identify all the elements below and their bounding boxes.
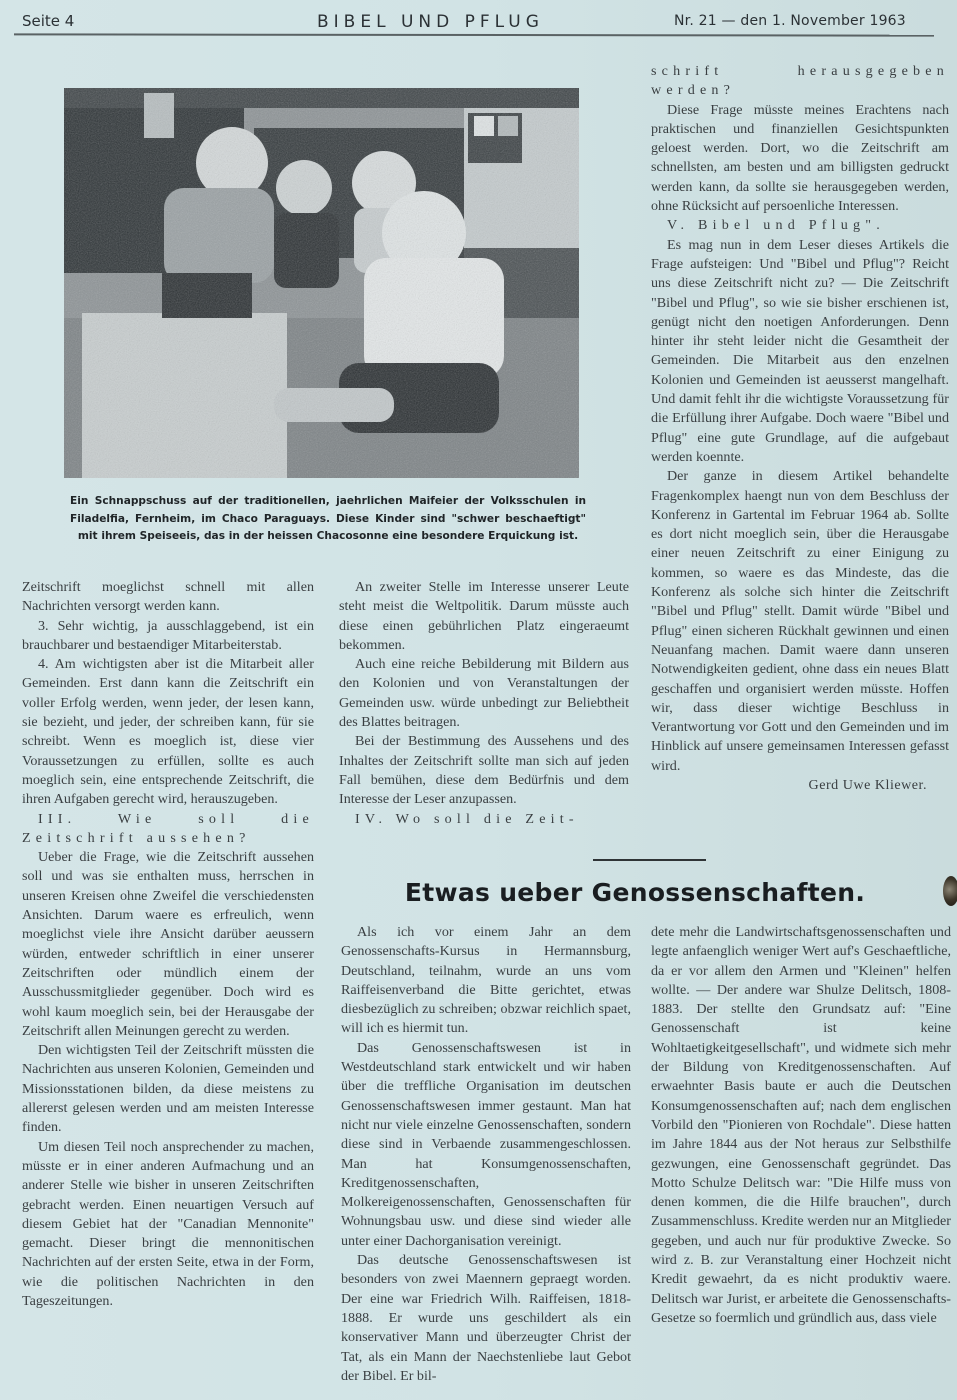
paragraph: Als ich vor einem Jahr an dem Genossenschafts-Kursus in Hermannsburg, Deutschland, teilnahm, wurde an uns vom Raiffeisenverband die Bitte gerichtet, etwas diesbezüglich zu schreiben; obzwar reichlich spaet, will ich es hiermit tun. [341,924,631,1037]
paragraph: Um diesen Teil noch ansprechender zu machen, müsste er in einer anderen Aufmachung und an anderer Stelle wie bisher in unseren Zeitschriften gebracht werden. Einen neuartigen Versuch auf diesem Gebiet hat der "Canadian Mennonite" gemacht. Dieser bringt die mennonitischen Nachrichten auf der ersten Seite, etwa in der Form, wie die politischen Nachrichten in den Tageszeitungen. [22,1138,314,1309]
photo-grain [64,88,579,478]
paragraph: Zeitschrift moeglichst schnell mit allen Nachrichten versorgt werden kann. [22,579,314,615]
article1-column-middle [339,578,629,829]
issue-date: Nr. 21 — den 1. November 1963 [674,13,906,29]
section-heading: III. Wie soll die Zeitschrift aussehen? [22,810,314,846]
section-heading: schrift herausgegeben werden? [651,63,949,99]
article2-column-2 [651,923,951,1328]
paragraph: dete mehr die Landwirtschaftsgenossenschaften und legte anfaenglich weniger Wert auf's Geschaeftliche, da er vor allem den Armen und "Kleinen" helfen wollte. — Der andere war Shulze Delitsch, 1808-1883. Der stellte den Grundsatz auf: "Eine Genossenschaft ist keine Wohltaetigkeitgesellschaft", und widmete sich mehr der Bildung von Kreditgenossenschaften. Auf erwaehnter Basis baute er auch die Deutschen Konsumgenossenschaften auf; nach dem englischen Vorbild den "Pionieren von Rochdale". Diese hatten im Jahre 1844 aus der Not heraus zur Selbsthilfe gezwungen, eine Genossenschaft gegründet. Das Motto Schulze Delitsch war: "Die Hilfe muss von denen kommen, die die Hilfe brauchen", durch Zusammenschluss. Kredite werden nur an Mitglieder gegeben, und auch nur für produktive Zwecke. So wird z. B. zur Veranstaltung einer Hochzeit nicht Kredit gewaehrt, da es nicht produktiv waere. Delitsch war Jurist, er arbeitete die Genossenschafts-Gesetze so foermlich und gründlich aus, dass viele [651,924,951,1326]
paragraph: Den wichtigsten Teil der Zeitschrift müssten die Nachrichten aus unseren Kolonien, Gemeinden und Missionsstationen bilden, da diese meistens zu allererst gelesen werden und am meisten Interesse finden. [22,1042,314,1136]
paragraph: Das Genossenschaftswesen ist in Westdeutschland stark entwickelt und wir haben über die treffliche Organisation im deutschen Genossenschaftswesen immer gestaunt. Man hat nicht nur viele einzelne Genossenschaften, sondern diese sind in Verbaende zusammengeschlossen. Man hat Konsumgenossenschaften, Kreditgenossenschaften, Molkereigenossenschaften, Genossenschaften für Wohnungsbau usw. und diese sind wieder alle unter einer Dachorganisation vereinigt. [341,1039,631,1249]
article2-title: Etwas ueber Genossenschaften. [404,878,866,907]
page-number: Seite 4 [22,12,75,30]
article1-column-left [22,578,314,1311]
paragraph: 4. Am wichtigsten aber ist die Mitarbeit aller Gemeinden. Erst dann kann die Zeitschrift ein voller Erfolg werden, wenn jeder, der lesen kann, sie bezieht, und jeder, der schreiben kann, für sie schreibt. Wenn es moeglich ist, diese vier Voraussetzungen zu erfüllen, sollte es auch moeglich sein, eine entsprechende Zeitschrift, die ihren Aufgaben gerecht wird, herauszugeben. [22,656,314,808]
paragraph: Das deutsche Genossenschaftswesen ist besonders von zwei Maennern gepraegt worden. Der eine war Friedrich Wilh. Raiffeisen, 1818-1888. Er wurde uns geschildert als ein konservativer Mann und überzeugter Christ der Tat, als ein Mann der Naechstenliebe laut Gebot der Bibel. Er bil- [341,1252,631,1384]
article1-column-right [651,62,949,795]
article-divider [593,859,706,861]
article2-column-1 [341,923,631,1386]
photo-icon [64,88,579,478]
paragraph: 3. Sehr wichtig, ja ausschlaggebend, ist ein brauchbarer und bestaendiger Mitarbeiterstab. [22,617,314,653]
paragraph: Bei der Bestimmung des Aussehens und des Inhaltes der Zeitschrift sollte man sich auf jeden Fall bemühen, diese dem Bedürfnis und dem Interesse der Leser anzupassen. [339,733,629,808]
paragraph: Auch eine reiche Bebilderung mit Bildern aus den Kolonien und von Veranstaltungen der Gemeinden usw. würde unbedingt zur Beliebtheit des Blattes beitragen. [339,656,629,731]
binder-hole [943,876,957,906]
photo-caption: Ein Schnappschuss auf der traditionellen, jaehrlichen Maifeier der Volksschulen in Filadelfia, Fernheim, im Chaco Paraguays. Diese Kinder sind "schwer beschaeftigt" mit ihrem Speiseeis, das in der heissen Chacosonne eine besondere Erquickung ist. [70,495,586,542]
masthead: BIBEL UND PFLUG [317,12,544,32]
paragraph: An zweiter Stelle im Interesse unserer Leute steht meist die Weltpolitik. Darum müsste auch diese einen gebührlichen Platz eingeraeumt bekommen. [339,579,629,653]
photograph-children [64,88,579,478]
paragraph: Es mag nun in dem Leser dieses Artikels die Frage aufsteigen: Und "Bibel und Pflug"? Reicht uns diese Zeitschrift nicht zu? — Die Zeitschrift "Bibel und Pflug", so wie sie bisher erschienen ist, genügt nicht den noetigen Anforderungen. Denn hinter ihr steht leider nicht die Gesamtheit der Gemeinden. Die Mitarbeit aus den enzelnen Kolonien und Gemeinden ist aeusserst mangelhaft. Und damit fehlt ihr die wichtigste Voraussetzung für die Erfüllung ihrer Aufgabe. Doch waere "Bibel und Pflug" eine gute Grundlage, auf die aufgebaut werden koennte. [651,236,949,465]
paragraph: Ueber die Frage, wie die Zeitschrift aussehen soll und was sie enthalten muss, herrschen in unseren Kreisen ohne Zweifel die verschiedensten Ansichten. Darum waere es erfreulich, wenn moeglichst viele ihre Ansicht darüber aeussern würden, entweder schriftlich in einer unserer Zeitschriften oder mündlich einem der Ausschussmitglieder gegenüber. Doch wird es wohl kaum moeglich sein, bei der Herausgabe der Zeitschrift allen Meinungen gerecht zu werden. [22,849,314,1039]
section-heading: IV. Wo soll die Zeit- [355,810,579,827]
section-heading: V. Bibel und Pflug". [667,217,885,234]
paragraph: Diese Frage müsste meines Erachtens nach praktischen und finanziellen Gesichtspunkten geloest werden. Dort, wo die Zeitschrift am schnellsten, am besten und am billigsten gedruckt werden kann, da sollte sie herausgegeben werden, ohne Rücksicht auf persoenliche Interessen. [651,101,949,215]
paragraph: Der ganze in diesem Artikel behandelte Fragenkomplex haengt nun von dem Beschluss der Konferenz in Gartental im Februar 1964 ab. Sollte es dort nicht moeglich sein, über die Herausgabe einer neuen Zeitschrift zu einer Einigung zu kommen, so waere es das Mindeste, das die Konferenz als solche sich hinter die Zeitschrift "Bibel und Pflug" stellt. Damit würde "Bibel und Pflug" einen sicheren Rückhalt gewinnen und einen Neuanfang machen. Damit waere dann unseren Notwendigkeiten gedient, ohne dass ein neues Blatt geschaffen und organisiert werden müsste. Hoffen wir, dass dieser wichtige Beschluss in Verantwortung vor Gott und den Gemeinden und im Hinblick auf unsere gemeinsamen Interessen gefasst wird. [651,468,949,774]
page-header [22,10,947,36]
author-signature: Gerd Uwe Kliewer. [808,776,927,793]
